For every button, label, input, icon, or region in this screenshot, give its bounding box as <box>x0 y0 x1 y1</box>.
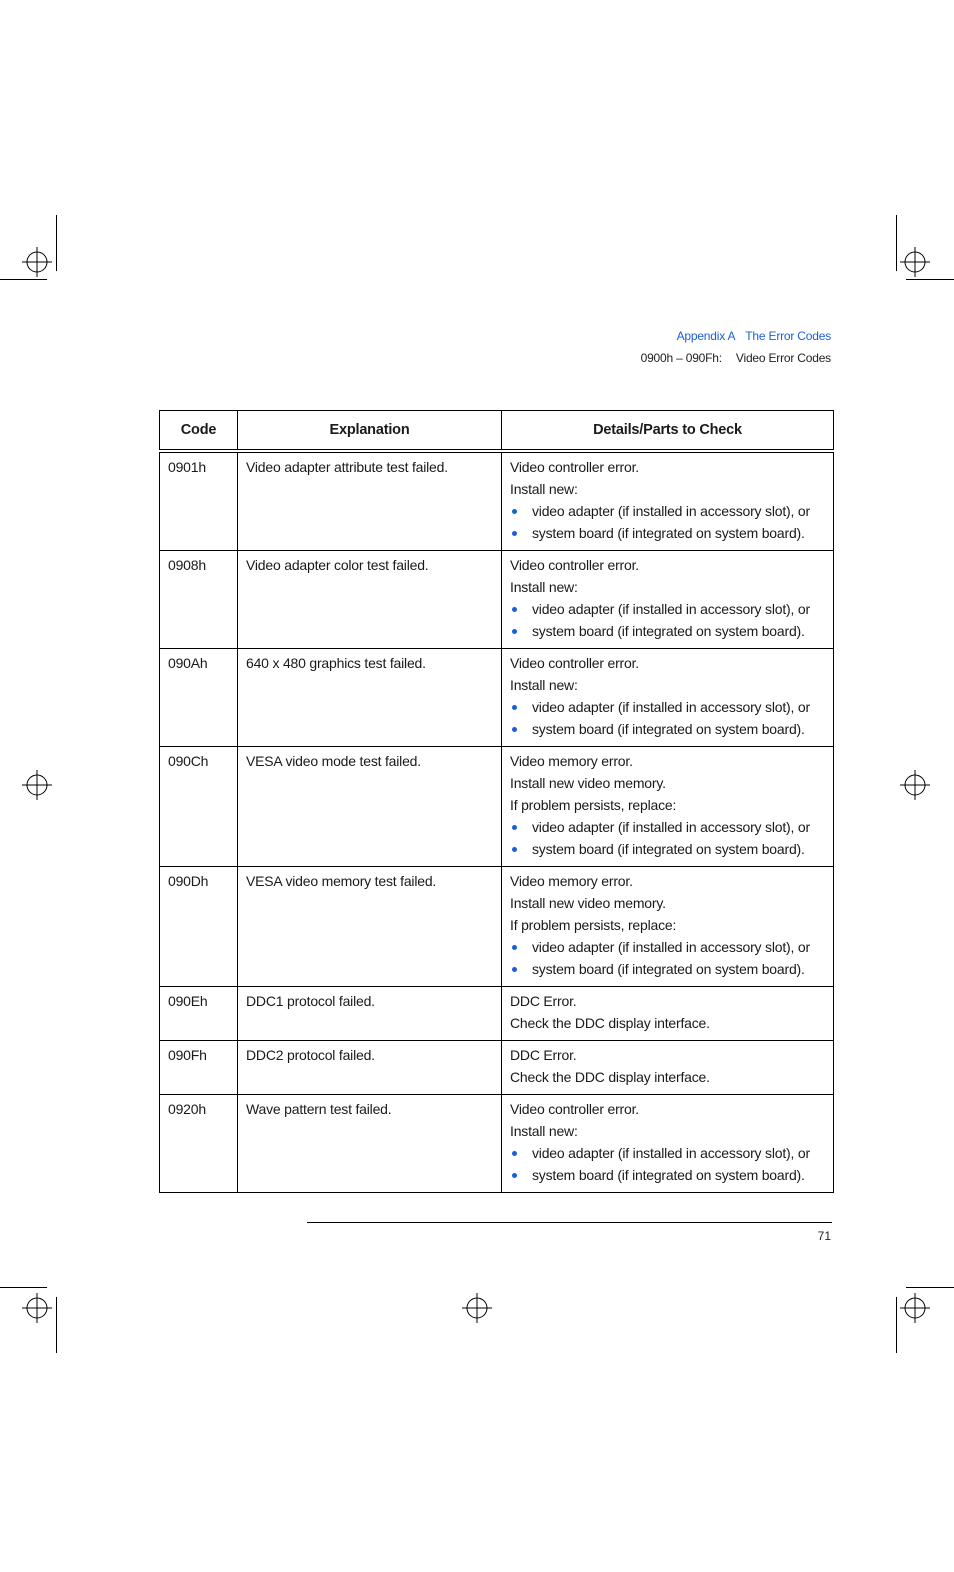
details-line: Install new: <box>510 1123 578 1139</box>
details-line: Video memory error. <box>510 873 633 889</box>
column-header-explanation: Explanation <box>238 411 502 452</box>
details-line: Video controller error. <box>510 655 639 671</box>
parts-list-item: video adapter (if installed in accessory slot), or <box>510 598 825 620</box>
parts-list-item: system board (if integrated on system board). <box>510 522 825 544</box>
error-details <box>502 987 834 1041</box>
details-line: If problem persists, replace: <box>510 917 677 933</box>
registration-mark-icon <box>17 242 57 282</box>
registration-mark-icon <box>895 765 935 805</box>
details-line: Check the DDC display interface. <box>510 1015 710 1031</box>
table-header-row <box>160 411 834 452</box>
details-line: Video controller error. <box>510 459 639 475</box>
registration-mark-icon <box>17 1288 57 1328</box>
details-line: DDC Error. <box>510 993 577 1009</box>
error-explanation: VESA video memory test failed. <box>238 867 502 987</box>
parts-list <box>510 1142 825 1186</box>
parts-list <box>510 598 825 642</box>
error-code: 090Eh <box>160 987 238 1041</box>
parts-list <box>510 500 825 544</box>
table-row <box>160 987 834 1041</box>
details-line: Video controller error. <box>510 1101 639 1117</box>
table-row <box>160 551 834 649</box>
error-details <box>502 1041 834 1095</box>
parts-list-item: system board (if integrated on system board). <box>510 718 825 740</box>
error-explanation: DDC2 protocol failed. <box>238 1041 502 1095</box>
error-code: 090Ah <box>160 649 238 747</box>
appendix-label: Appendix A <box>676 329 736 343</box>
parts-list-item: system board (if integrated on system board). <box>510 838 825 860</box>
error-explanation: DDC1 protocol failed. <box>238 987 502 1041</box>
table-row <box>160 1095 834 1193</box>
registration-mark-icon <box>17 765 57 805</box>
error-details <box>502 451 834 551</box>
parts-list-item: system board (if integrated on system board). <box>510 620 825 642</box>
error-explanation: Video adapter color test failed. <box>238 551 502 649</box>
section-title: Video Error Codes <box>735 351 831 365</box>
error-code: 0901h <box>160 451 238 551</box>
parts-list <box>510 696 825 740</box>
table-row <box>160 867 834 987</box>
error-explanation: Wave pattern test failed. <box>238 1095 502 1193</box>
parts-list <box>510 936 825 980</box>
column-header-details: Details/Parts to Check <box>502 411 834 452</box>
chapter-title: The Error Codes <box>745 329 831 343</box>
parts-list-item: system board (if integrated on system board). <box>510 958 825 980</box>
details-line: Install new: <box>510 481 578 497</box>
running-header-chapter <box>677 329 831 343</box>
table-row <box>160 747 834 867</box>
error-explanation: Video adapter attribute test failed. <box>238 451 502 551</box>
error-code: 0908h <box>160 551 238 649</box>
column-header-code: Code <box>160 411 238 452</box>
error-details <box>502 551 834 649</box>
table-row <box>160 649 834 747</box>
error-details <box>502 649 834 747</box>
registration-mark-icon <box>457 1288 497 1328</box>
error-code: 090Fh <box>160 1041 238 1095</box>
parts-list-item: video adapter (if installed in accessory slot), or <box>510 696 825 718</box>
running-header-section <box>641 351 831 365</box>
code-range: 0900h – 090Fh: <box>640 351 722 365</box>
details-line: Install new: <box>510 579 578 595</box>
error-code: 090Dh <box>160 867 238 987</box>
details-line: Video controller error. <box>510 557 639 573</box>
page-number: 71 <box>817 1229 831 1243</box>
error-code-table <box>159 410 834 1193</box>
error-details <box>502 867 834 987</box>
details-line: Install new video memory. <box>510 895 666 911</box>
error-explanation: VESA video mode test failed. <box>238 747 502 867</box>
details-line: If problem persists, replace: <box>510 797 677 813</box>
parts-list-item: video adapter (if installed in accessory slot), or <box>510 1142 825 1164</box>
registration-mark-icon <box>895 1288 935 1328</box>
footer-rule <box>307 1222 832 1223</box>
error-details <box>502 1095 834 1193</box>
details-line: Install new: <box>510 677 578 693</box>
table-row <box>160 451 834 551</box>
parts-list-item: video adapter (if installed in accessory slot), or <box>510 816 825 838</box>
details-line: Video memory error. <box>510 753 633 769</box>
table-row <box>160 1041 834 1095</box>
details-line: Check the DDC display interface. <box>510 1069 710 1085</box>
table-body <box>160 451 834 1193</box>
error-details <box>502 747 834 867</box>
parts-list-item: system board (if integrated on system board). <box>510 1164 825 1186</box>
parts-list-item: video adapter (if installed in accessory slot), or <box>510 500 825 522</box>
error-code: 0920h <box>160 1095 238 1193</box>
details-line: Install new video memory. <box>510 775 666 791</box>
details-line: DDC Error. <box>510 1047 577 1063</box>
parts-list <box>510 816 825 860</box>
error-explanation: 640 x 480 graphics test failed. <box>238 649 502 747</box>
error-code: 090Ch <box>160 747 238 867</box>
registration-mark-icon <box>895 242 935 282</box>
parts-list-item: video adapter (if installed in accessory slot), or <box>510 936 825 958</box>
